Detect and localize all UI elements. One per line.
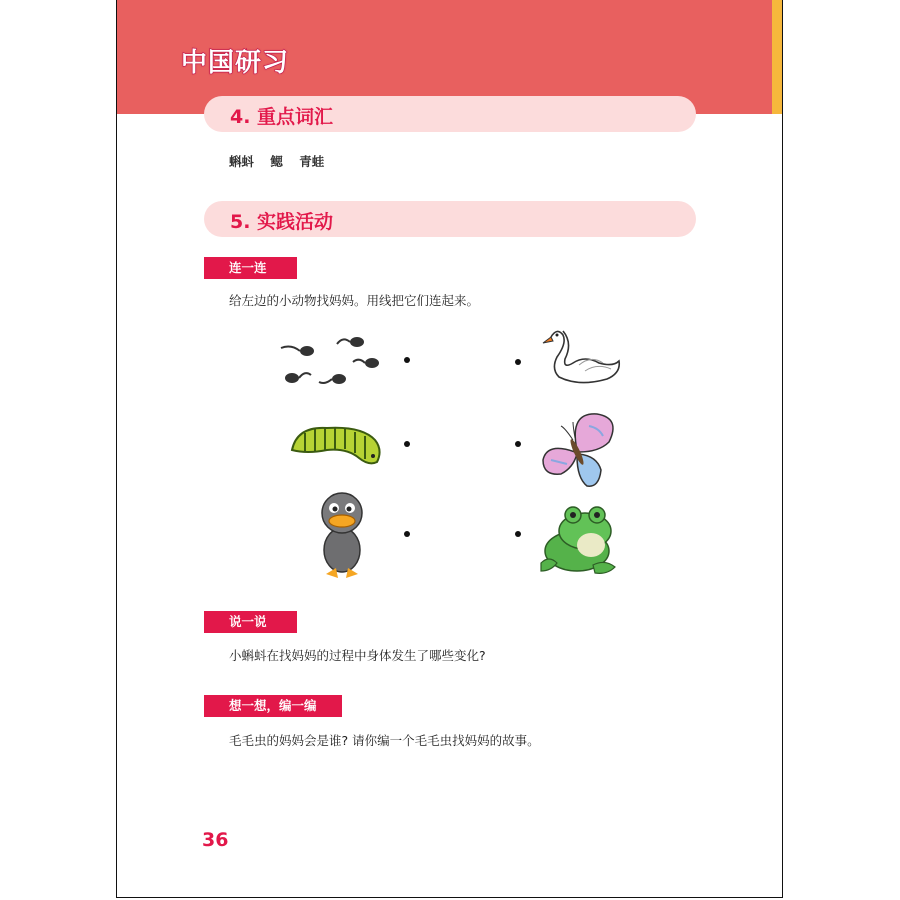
frog-icon — [535, 505, 625, 577]
section-heading-label: 4. 重点词汇 — [230, 106, 334, 128]
tadpoles-icon — [277, 330, 397, 392]
vocab-list — [229, 152, 336, 170]
vocab-word: 蝌蚪 — [229, 154, 255, 169]
activity-instruction: 小蝌蚪在找妈妈的过程中身体发生了哪些变化? — [229, 648, 486, 663]
match-dot-left[interactable] — [404, 531, 410, 537]
book-title: 中国研习 — [181, 48, 290, 78]
page-number: 36 — [202, 829, 229, 851]
butterfly-icon — [539, 408, 619, 494]
match-dot-right[interactable] — [515, 531, 521, 537]
match-dot-left[interactable] — [404, 357, 410, 363]
swan-icon — [529, 325, 625, 395]
vocab-word: 鳃 — [270, 154, 283, 169]
header-stripe — [772, 0, 782, 114]
activity-tag-talk: 说一说 — [204, 611, 297, 633]
match-dot-left[interactable] — [404, 441, 410, 447]
activity-tag-compose: 想一想，编一编 — [204, 695, 342, 717]
match-dot-right[interactable] — [515, 441, 521, 447]
textbook-page — [116, 0, 783, 898]
vocab-word: 青蛙 — [299, 154, 325, 169]
section-heading-label: 5. 实践活动 — [230, 211, 334, 233]
match-dot-right[interactable] — [515, 359, 521, 365]
section-heading-practice — [204, 201, 696, 237]
activity-instruction: 毛毛虫的妈妈会是谁? 请你编一个毛毛虫找妈妈的故事。 — [229, 733, 540, 748]
activity-tag-match: 连一连 — [204, 257, 297, 279]
activity-instruction: 给左边的小动物找妈妈。用线把它们连起来。 — [229, 293, 480, 308]
section-heading-vocabulary — [204, 96, 696, 132]
caterpillar-icon — [287, 418, 387, 468]
duckling-icon — [312, 488, 372, 580]
